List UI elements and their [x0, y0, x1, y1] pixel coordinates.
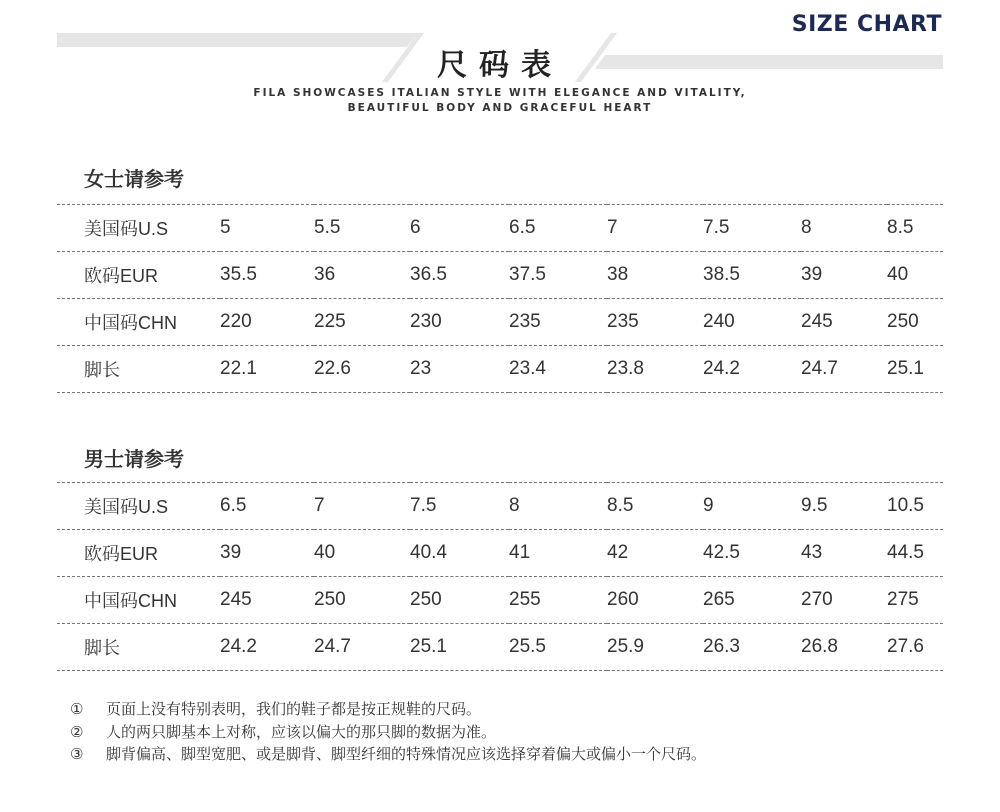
- women-size-table: [57, 204, 943, 393]
- size-cell: 245: [801, 299, 887, 346]
- size-cell: 37.5: [509, 252, 607, 299]
- size-cell: 36: [314, 252, 410, 299]
- size-cell: 230: [410, 299, 509, 346]
- men-section-title: 男士请参考: [84, 447, 184, 471]
- size-cell: 240: [703, 299, 801, 346]
- note-text: 页面上没有特别表明，我们的鞋子都是按正规鞋的尺码。: [106, 700, 482, 718]
- size-cell: 250: [314, 577, 410, 624]
- size-cell: 7.5: [410, 483, 509, 530]
- size-cell: 8.5: [887, 205, 943, 252]
- size-cell: 42: [607, 530, 703, 577]
- note-number: ③: [70, 745, 84, 763]
- size-cell: 6.5: [220, 483, 314, 530]
- size-cell: 26.8: [801, 624, 887, 671]
- size-cell: 24.7: [801, 346, 887, 393]
- size-cell: 275: [887, 577, 943, 624]
- note-item: [70, 743, 706, 766]
- size-cell: 225: [314, 299, 410, 346]
- size-cell: 35.5: [220, 252, 314, 299]
- size-cell: 25.5: [509, 624, 607, 671]
- note-text: 脚背偏高、脚型宽肥、或是脚背、脚型纤细的特殊情况应该选择穿着偏大或偏小一个尺码。: [106, 745, 707, 763]
- size-cell: 255: [509, 577, 607, 624]
- note-number: ②: [70, 722, 84, 741]
- size-cell: 41: [509, 530, 607, 577]
- size-cell: 40: [887, 252, 943, 299]
- row-label: 欧码EUR: [57, 530, 220, 577]
- note-number: ①: [70, 700, 84, 718]
- men-size-table: [57, 482, 943, 671]
- size-chart-brand: SIZE CHART: [791, 12, 942, 37]
- size-cell: 8: [801, 205, 887, 252]
- size-cell: 9.5: [801, 483, 887, 530]
- row-label: 欧码EUR: [57, 252, 220, 299]
- page-title: 尺码表: [437, 48, 563, 83]
- row-label: 脚长: [57, 624, 220, 671]
- size-cell: 40: [314, 530, 410, 577]
- size-row: [57, 252, 943, 299]
- women-section-title: 女士请参考: [84, 167, 184, 191]
- size-notes: [70, 698, 706, 766]
- size-cell: 270: [801, 577, 887, 624]
- size-cell: 7: [314, 483, 410, 530]
- size-cell: 23.8: [607, 346, 703, 393]
- size-cell: 25.1: [887, 346, 943, 393]
- tagline-line-2: BEAUTIFUL BODY AND GRACEFUL HEART: [347, 102, 653, 114]
- row-label: 美国码U.S: [57, 205, 220, 252]
- size-row: [57, 624, 943, 671]
- size-cell: 235: [607, 299, 703, 346]
- size-cell: 36.5: [410, 252, 509, 299]
- size-cell: 40.4: [410, 530, 509, 577]
- note-item: [70, 698, 706, 721]
- size-cell: 235: [509, 299, 607, 346]
- size-row: [57, 299, 943, 346]
- size-cell: 39: [220, 530, 314, 577]
- size-cell: 220: [220, 299, 314, 346]
- size-cell: 7: [607, 205, 703, 252]
- size-cell: 24.7: [314, 624, 410, 671]
- size-cell: 25.1: [410, 624, 509, 671]
- size-cell: 42.5: [703, 530, 801, 577]
- size-row: [57, 530, 943, 577]
- size-cell: 22.1: [220, 346, 314, 393]
- note-item: [70, 721, 706, 744]
- size-cell: 250: [410, 577, 509, 624]
- size-cell: 25.9: [607, 624, 703, 671]
- size-row: [57, 577, 943, 624]
- size-row: [57, 346, 943, 393]
- size-cell: 6.5: [509, 205, 607, 252]
- size-cell: 26.3: [703, 624, 801, 671]
- size-cell: 38: [607, 252, 703, 299]
- size-cell: 5.5: [314, 205, 410, 252]
- row-label: 中国码CHN: [57, 299, 220, 346]
- size-row: [57, 205, 943, 252]
- size-cell: 22.6: [314, 346, 410, 393]
- note-text: 人的两只脚基本上对称，应该以偏大的那只脚的数据为准。: [106, 722, 497, 741]
- size-cell: 10.5: [887, 483, 943, 530]
- size-cell: 38.5: [703, 252, 801, 299]
- size-cell: 43: [801, 530, 887, 577]
- size-cell: 245: [220, 577, 314, 624]
- row-label: 美国码U.S: [57, 483, 220, 530]
- tagline-line-1: FILA SHOWCASES ITALIAN STYLE WITH ELEGANCE AND VITALITY,: [253, 87, 747, 99]
- row-label: 中国码CHN: [57, 577, 220, 624]
- size-cell: 260: [607, 577, 703, 624]
- size-cell: 6: [410, 205, 509, 252]
- size-cell: 24.2: [703, 346, 801, 393]
- size-cell: 5: [220, 205, 314, 252]
- size-cell: 39: [801, 252, 887, 299]
- size-cell: 250: [887, 299, 943, 346]
- size-cell: 44.5: [887, 530, 943, 577]
- size-cell: 24.2: [220, 624, 314, 671]
- size-cell: 27.6: [887, 624, 943, 671]
- size-cell: 7.5: [703, 205, 801, 252]
- size-cell: 8: [509, 483, 607, 530]
- size-cell: 23: [410, 346, 509, 393]
- size-cell: 23.4: [509, 346, 607, 393]
- size-cell: 8.5: [607, 483, 703, 530]
- row-label: 脚长: [57, 346, 220, 393]
- size-row: [57, 483, 943, 530]
- size-cell: 9: [703, 483, 801, 530]
- size-cell: 265: [703, 577, 801, 624]
